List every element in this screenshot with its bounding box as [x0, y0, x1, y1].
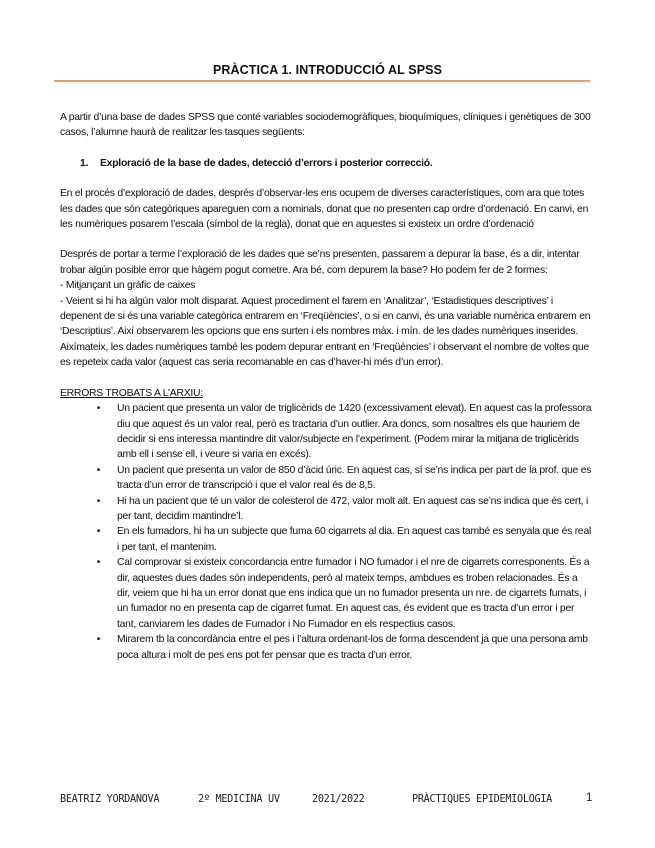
section-number: 1. [80, 157, 89, 169]
list-item-text: Hi ha un pacient que té un valor de colesterol de 472, valor molt alt. En aquest cas se’ns indica que és cert, i per tant, decidim mantindre’l. [117, 495, 589, 522]
bullet-icon: • [96, 403, 101, 415]
list-item [80, 463, 592, 494]
intro-paragraph: A partir d’una base de dades SPSS que conté variables sociodemogràfiques, bioquímiques, clíniques i genètiques de 300 casos, l’alumne haurà de realitzar les tasques següents: [60, 112, 591, 139]
depuration-paragraph: Després de portar a terme l’exploració de les dades que se’ns presenten, passarem a depurar la base, és a dir, intentar trobar algún posible error que hàgem pogut cometre. Ara bé, com depurem la base? Ho podem fer de 2 formes: [60, 249, 580, 276]
footer-page-number: 1 [586, 792, 593, 804]
footer-year: 2021/2022 [312, 794, 365, 805]
errors-heading: ERRORS TROBATS A L’ARXIU: [60, 387, 203, 399]
bullet-icon: • [96, 526, 101, 538]
list-item-text: Un pacient que presenta un valor de triglicèrids de 1420 (excessivament elevat). En aquest cas la professora diu que aquest és un valor real, però es tractaria d’un outlier. Ara doncs, som nosaltres els que hauriem de decidir si ens interessa mantindre dit valor/subjecte en l’experiment. (Podem mirar la mitjana de triglicèrids amb ell i sense ell, i veure si varia en excés). [117, 403, 592, 461]
footer-author: BEATRIZ YORDANOVA [60, 794, 160, 805]
page-footer [60, 794, 600, 810]
section-heading [80, 156, 592, 171]
bullet-icon: • [96, 464, 101, 476]
list-item-text: Cal comprovar si existeix concordancia entre fumador i NO fumador i el nre de cigarrets corresponents. És a dir, aquestes dues dades són independents, però al mateix temps, ambdues es troben relacionades. És a dir, veiem que hi ha un error donat que ens indica que un no fumador presenta un nre. de cigarrets fumats, i un fumador no en presenta cap de cigarret fumat. En aquest cas, és evident que es tracta d’un error i per tant, canviarem les dades de Fumador i No Fumador en els respectius casos. [117, 557, 590, 630]
method-line-boxplot: - Mitjançant un gràfic de caixes [60, 280, 196, 292]
exploration-paragraph: En el procés d’exploració de dades, després d’observar-les ens ocupem de diverses característiques, com ara que totes les dades que són categòriques apareguen com a nominals, donat que no presenten cap ordre d’ordenació. En canvi, en les numèriques posarem l’escala (símbol de la regla), donat que en aquestes si existeix un ordre d’ordenació [60, 188, 589, 231]
list-item [80, 632, 592, 663]
footer-subject: PRÀCTIQUES EPIDEMIOLOGIA [412, 794, 553, 805]
footer-course: 2º MEDICINA UV [198, 794, 280, 805]
list-item-text: En els fumadors, hi ha un subjecte que fuma 60 cigarrets al dia. En aquest cas també es senyala que és real i per tant, el mantenim. [117, 526, 592, 553]
title-underline-rule [54, 80, 590, 82]
errors-list [80, 401, 592, 663]
list-item [80, 524, 592, 555]
list-item [80, 401, 592, 463]
bullet-icon: • [96, 495, 101, 507]
page-title: PRÀCTICA 1. INTRODUCCIÓ AL SPSS [212, 63, 443, 77]
document-body [60, 110, 592, 663]
list-item-text: Mirarem tb la concordància entre el pes i l’altura ordenant-los de forma descendent ja que una persona amb poca altura i molt de pes ens pot fer pensar que es tracta d’un error. [117, 634, 588, 661]
list-item [80, 555, 592, 632]
bullet-icon: • [96, 634, 101, 646]
list-item [80, 494, 592, 525]
list-item-text: Un pacient que presenta un valor de 850 d’àcid úric. En aquest cas, sí se’ns indica per part de la prof. que es tracta d’un error de transcripció i que el valor real és de 8,5. [117, 464, 592, 492]
section-heading-text: Exploració de la base de dades, detecció d’errors i posterior correcció. [100, 157, 433, 169]
bullet-icon: • [96, 557, 101, 569]
method-line-descriptives: - Veient si hi ha algún valor molt disparat. Aquest procediment el farem en ‘Analitzar’, ‘Estadistiques descriptives’ i depenent de si és una variable categòrica entrarem en ‘Freqüències’, o si en canvi, és una variable numèrica entrarem en ‘Descriptius’. Així observarem les opcions que ens surten i els nombres màx. i mín. de les dades numèriques inserides. Aixímateix, les dades numèriques també les podem depurar entrant en ‘Freqüències’ i observant el nombre de voltes que es repeteix cada valor (aquest cas seria recomanable en cas d’haver-hi més d’un error). [60, 295, 591, 369]
